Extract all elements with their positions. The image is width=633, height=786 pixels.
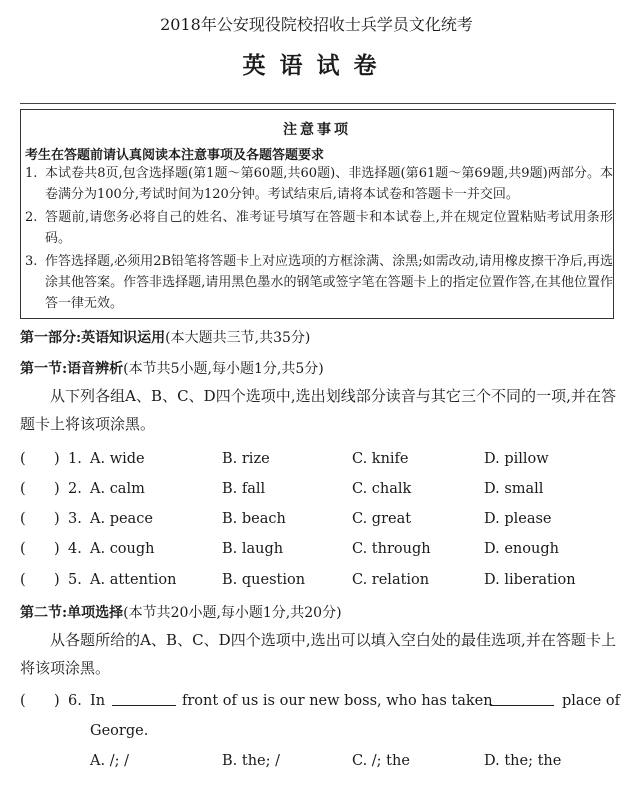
answer-paren-close: ) [54, 481, 60, 497]
option-a: A. /; / [90, 753, 129, 769]
notice-item-text: 答题前,请您务必将自己的姓名、准考证号填写在答题卡和本试卷上,并在规定位置粘贴考试用条形码。 [45, 210, 613, 246]
option-a: A. peace [90, 511, 153, 527]
part1-note: (本大题共三节,共35分) [165, 330, 311, 346]
part1-title: 第一部分:英语知识运用 [20, 330, 166, 346]
option-d: D. the; the [484, 753, 562, 769]
answer-blank [112, 693, 176, 710]
answer-paren-close: ) [54, 511, 60, 527]
section2-note: (本节共20小题,每小题1分,共20分) [123, 605, 342, 621]
option-b: B. question [222, 572, 306, 588]
question-text-middle: front of us is our new boss, who has taken [182, 693, 493, 709]
section1-heading [20, 358, 324, 378]
notice-item-text: 本试卷共8页,包含选择题(第1题～第60题,共60题)、非选择题(第61题～第69题,共9题)两部分。本卷满分为100分,考试时间为120分钟。考试结束后,请将本试卷和答题卡一并交回。 [45, 166, 613, 202]
option-a: A. wide [90, 451, 145, 467]
header-divider [20, 103, 616, 104]
option-b: B. fall [222, 481, 266, 497]
section2-heading [20, 602, 342, 622]
question-number: 1. [68, 451, 82, 467]
question-number: 2. [68, 481, 82, 497]
option-b: B. the; / [222, 753, 280, 769]
option-b: B. rize [222, 451, 270, 467]
option-d: D. liberation [484, 572, 576, 588]
exam-title: 2018年公安现役院校招收士兵学员文化统考 [160, 15, 473, 34]
option-c: C. /; the [352, 753, 410, 769]
question-text-line2: George. [90, 723, 149, 739]
option-c: C. relation [352, 572, 430, 588]
question-number: 5. [68, 572, 82, 588]
notice-item-number: 2. [25, 210, 38, 225]
answer-paren-open: ( [20, 511, 26, 527]
option-c: C. through [352, 541, 431, 557]
option-c: C. great [352, 511, 412, 527]
answer-paren-open: ( [20, 693, 26, 709]
section2-instruction: 从各题所给的A、B、C、D四个选项中,选出可以填入空白处的最佳选项,并在答题卡上将该项涂黑。 [20, 631, 616, 677]
answer-paren-close: ) [54, 693, 60, 709]
option-d: D. please [484, 511, 552, 527]
answer-paren-close: ) [54, 541, 60, 557]
answer-paren-close: ) [54, 451, 60, 467]
notice-title: 注意事项 [283, 122, 351, 138]
notice-box [20, 109, 614, 319]
paper-title: 英语试卷 [242, 52, 391, 79]
answer-paren-open: ( [20, 572, 26, 588]
option-b: B. laugh [222, 541, 284, 557]
section2-title: 第二节:单项选择 [20, 605, 124, 621]
part1-heading [20, 327, 310, 347]
answer-paren-open: ( [20, 451, 26, 467]
option-d: D. small [484, 481, 544, 497]
question-number: 3. [68, 511, 82, 527]
option-a: A. attention [90, 572, 177, 588]
notice-item-text: 作答选择题,必须用2B铅笔将答题卡上对应选项的方框涂满、涂黑;如需改动,请用橡皮擦干净后,再选涂其他答案。作答非选择题,请用黑色墨水的钢笔或签字笔在答题卡上的指定位置作答,在其他位置作答一律无效。 [45, 254, 613, 311]
question-text-end: place of [562, 693, 620, 709]
option-d: D. enough [484, 541, 559, 557]
option-c: C. chalk [352, 481, 412, 497]
option-a: A. calm [90, 481, 145, 497]
answer-blank [490, 693, 554, 710]
section1-instruction: 从下列各组A、B、C、D四个选项中,选出划线部分读音与其它三个不同的一项,并在答题卡上将该项涂黑。 [20, 387, 616, 433]
option-c: C. knife [352, 451, 409, 467]
notice-subtitle: 考生在答题前请认真阅读本注意事项及各题答题要求 [25, 148, 325, 163]
section1-title: 第一节:语音辨析 [20, 361, 124, 377]
section1-note: (本节共5小题,每小题1分,共5分) [123, 361, 324, 377]
notice-item-number: 1. [25, 166, 38, 181]
answer-paren-close: ) [54, 572, 60, 588]
option-a: A. cough [90, 541, 155, 557]
notice-item-number: 3. [25, 254, 38, 269]
answer-paren-open: ( [20, 481, 26, 497]
answer-paren-open: ( [20, 541, 26, 557]
question-text-start: In [90, 693, 106, 709]
question-number: 6. [68, 693, 82, 709]
question-number: 4. [68, 541, 82, 557]
option-b: B. beach [222, 511, 286, 527]
option-d: D. pillow [484, 451, 549, 467]
